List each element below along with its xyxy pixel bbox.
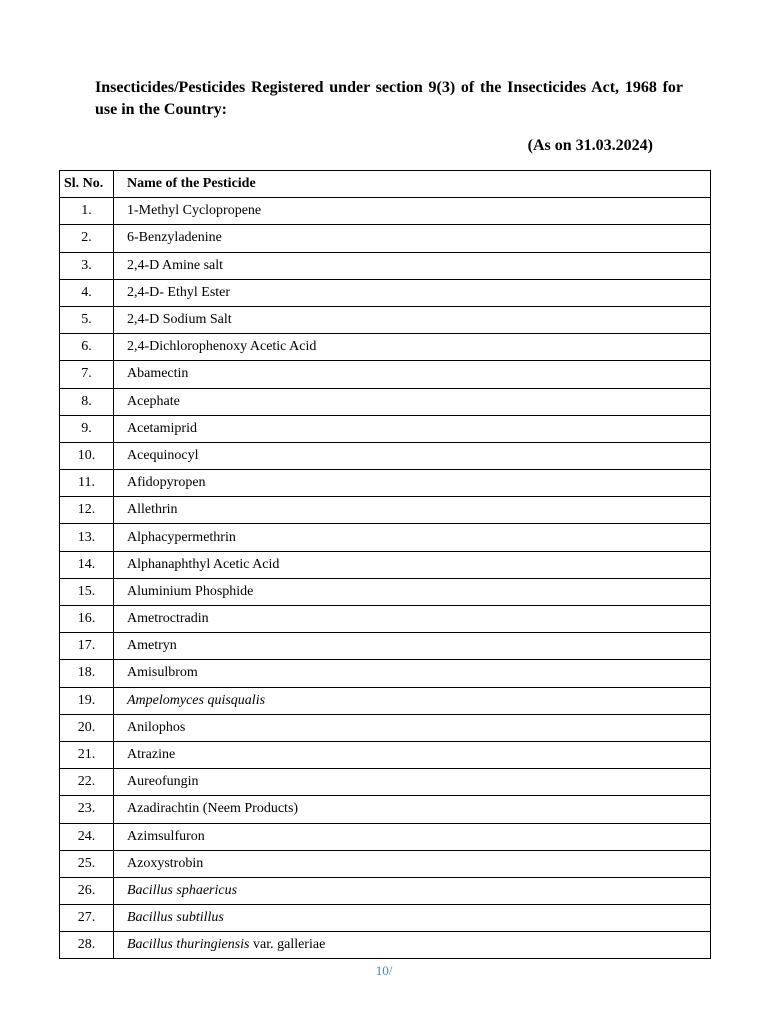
- pesticide-name-cell: Aluminium Phosphide: [114, 578, 711, 605]
- sl-no-cell: 6.: [60, 334, 114, 361]
- sl-no-cell: 8.: [60, 388, 114, 415]
- table-row: [60, 306, 711, 333]
- pesticide-name-cell: Anilophos: [114, 714, 711, 741]
- sl-no-cell: 23.: [60, 796, 114, 823]
- table-row: [60, 442, 711, 469]
- table-row: [60, 578, 711, 605]
- pesticide-name-cell: 2,4-D Sodium Salt: [114, 306, 711, 333]
- table-row: [60, 497, 711, 524]
- table-row: [60, 769, 711, 796]
- pesticide-name-cell: Amisulbrom: [114, 660, 711, 687]
- table-row: [60, 606, 711, 633]
- italic-name: Bacillus sphaericus: [127, 882, 238, 898]
- sl-no-cell: 9.: [60, 415, 114, 442]
- table-row: [60, 524, 711, 551]
- sl-no-cell: 18.: [60, 660, 114, 687]
- table-row: [60, 850, 711, 877]
- sl-no-cell: 2.: [60, 225, 114, 252]
- table-row: [60, 932, 711, 959]
- table-row: [60, 198, 711, 225]
- as-on-date: (As on 31.03.2024): [527, 137, 653, 154]
- table-row: [60, 877, 711, 904]
- italic-name: Bacillus thuringiensis: [127, 937, 250, 953]
- pesticide-name-cell: 2,4-D Amine salt: [114, 252, 711, 279]
- table-row: [60, 470, 711, 497]
- sl-no-cell: 11.: [60, 470, 114, 497]
- table-row: [60, 415, 711, 442]
- pesticide-name-cell: Abamectin: [114, 361, 711, 388]
- table-row: [60, 279, 711, 306]
- table-header-row: [60, 171, 711, 198]
- sl-no-cell: 24.: [60, 823, 114, 850]
- sl-no-cell: 21.: [60, 741, 114, 768]
- table-row: [60, 714, 711, 741]
- pesticide-name-cell: 2,4-D- Ethyl Ester: [114, 279, 711, 306]
- pesticide-name-cell: Allethrin: [114, 497, 711, 524]
- sl-no-cell: 17.: [60, 633, 114, 660]
- pesticide-name-cell: Ametryn: [114, 633, 711, 660]
- sl-no-cell: 4.: [60, 279, 114, 306]
- table-row: [60, 796, 711, 823]
- table-row: [60, 225, 711, 252]
- table-row: [60, 687, 711, 714]
- pesticide-name-cell: Alphacypermethrin: [114, 524, 711, 551]
- pesticide-name-cell: [114, 877, 711, 904]
- sl-no-cell: 12.: [60, 497, 114, 524]
- table-row: [60, 388, 711, 415]
- pesticide-name-cell: [114, 687, 711, 714]
- table-row: [60, 633, 711, 660]
- pesticide-name-cell: Ametroctradin: [114, 606, 711, 633]
- sl-no-cell: 27.: [60, 905, 114, 932]
- pesticide-name-cell: 6-Benzyladenine: [114, 225, 711, 252]
- sl-no-cell: 10.: [60, 442, 114, 469]
- sl-no-cell: 7.: [60, 361, 114, 388]
- table-row: [60, 905, 711, 932]
- sl-no-cell: 22.: [60, 769, 114, 796]
- pesticide-name-cell: Azimsulfuron: [114, 823, 711, 850]
- sl-no-cell: 25.: [60, 850, 114, 877]
- pesticide-name-cell: Acephate: [114, 388, 711, 415]
- document-title: Insecticides/Pesticides Registered under section 9(3) of the Insecticides Act, 1968 for use in the Country:: [95, 79, 683, 118]
- pesticide-name-cell: Azoxystrobin: [114, 850, 711, 877]
- sl-no-cell: 1.: [60, 198, 114, 225]
- sl-no-cell: 3.: [60, 252, 114, 279]
- sl-no-cell: 15.: [60, 578, 114, 605]
- pesticide-name-cell: Azadirachtin (Neem Products): [114, 796, 711, 823]
- pesticide-name-cell: [114, 932, 711, 959]
- pesticide-name-cell: Aureofungin: [114, 769, 711, 796]
- sl-no-cell: 19.: [60, 687, 114, 714]
- header-sl-no: Sl. No.: [60, 171, 114, 198]
- pesticide-name-cell: Atrazine: [114, 741, 711, 768]
- sl-no-cell: 28.: [60, 932, 114, 959]
- italic-name: Bacillus subtillus: [127, 910, 224, 926]
- sl-no-cell: 5.: [60, 306, 114, 333]
- pesticide-name-cell: Afidopyropen: [114, 470, 711, 497]
- pesticide-name-cell: Acequinocyl: [114, 442, 711, 469]
- sl-no-cell: 16.: [60, 606, 114, 633]
- table-row: [60, 823, 711, 850]
- page-number: 10/: [375, 963, 393, 978]
- pesticide-name-cell: [114, 905, 711, 932]
- table-row: [60, 660, 711, 687]
- pesticide-table: [59, 170, 711, 959]
- pesticide-name-cell: Alphanaphthyl Acetic Acid: [114, 551, 711, 578]
- table-row: [60, 741, 711, 768]
- table-row: [60, 334, 711, 361]
- pesticide-name-cell: Acetamiprid: [114, 415, 711, 442]
- sl-no-cell: 20.: [60, 714, 114, 741]
- header-pesticide-name: Name of the Pesticide: [114, 171, 711, 198]
- pesticide-name-cell: 1-Methyl Cyclopropene: [114, 198, 711, 225]
- table-row: [60, 361, 711, 388]
- sl-no-cell: 26.: [60, 877, 114, 904]
- pesticide-name-cell: 2,4-Dichlorophenoxy Acetic Acid: [114, 334, 711, 361]
- italic-name: Ampelomyces quisqualis: [127, 692, 266, 708]
- sl-no-cell: 14.: [60, 551, 114, 578]
- sl-no-cell: 13.: [60, 524, 114, 551]
- table-row: [60, 551, 711, 578]
- name-suffix: var. galleriae: [249, 937, 326, 953]
- table-row: [60, 252, 711, 279]
